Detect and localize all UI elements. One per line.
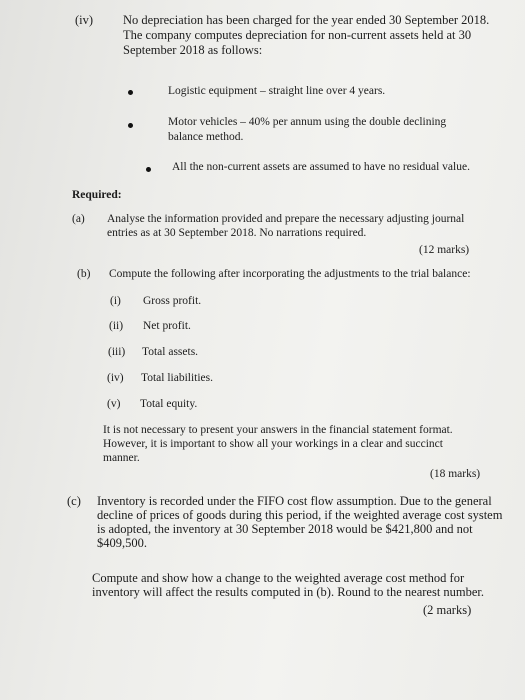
- bullet-icon: [128, 90, 133, 95]
- part-c-line3: is adopted, the inventory at 30 September 2018 would be $421,800 and not: [97, 522, 473, 536]
- part-c-label: (c): [67, 494, 81, 508]
- part-a-line1: Analyse the information provided and prepare the necessary adjusting journal: [107, 213, 465, 225]
- part-a-label: (a): [72, 213, 85, 225]
- part-b-item-label: (ii): [109, 320, 124, 332]
- bullet-2-line2: balance method.: [168, 131, 244, 143]
- part-c-line4: $409,500.: [97, 536, 147, 550]
- part-c-marks: (2 marks): [423, 603, 472, 617]
- part-b-note-line1: It is not necessary to present your answers in the financial statement format.: [103, 424, 453, 436]
- part-a-line2: entries as at 30 September 2018. No narrations required.: [107, 227, 367, 239]
- part-c-line2: decline of prices of goods during this period, if the weighted average cost system: [97, 508, 503, 522]
- part-b-item-text: Gross profit.: [143, 295, 202, 307]
- required-heading: Required:: [72, 189, 122, 201]
- part-iv-line1: No depreciation has been charged for the year ended 30 September 2018.: [123, 13, 490, 27]
- part-b-marks: (18 marks): [430, 468, 481, 480]
- part-c-question-line1: Compute and show how a change to the weighted average cost method for: [92, 571, 465, 585]
- part-b-note-line2: However, it is important to show all your workings in a clear and succinct: [103, 438, 443, 450]
- part-b-item-text: Total equity.: [140, 398, 198, 410]
- bullet-icon: [146, 167, 151, 172]
- part-b-note-line3: manner.: [103, 452, 140, 464]
- part-b-item-text: Total liabilities.: [141, 372, 214, 384]
- part-b-item-label: (v): [107, 398, 121, 410]
- part-b-item-label: (iv): [107, 372, 124, 384]
- part-b-item-label: (i): [110, 295, 121, 307]
- part-a-marks: (12 marks): [419, 244, 470, 256]
- part-b-intro: Compute the following after incorporating the adjustments to the trial balance:: [109, 268, 471, 280]
- part-b-item-text: Total assets.: [142, 346, 199, 358]
- part-b-item-label: (iii): [108, 346, 126, 358]
- bullet-icon: [128, 123, 133, 128]
- part-iv-line3: September 2018 as follows:: [123, 43, 263, 57]
- bullet-1-line1: Logistic equipment – straight line over 4 years.: [168, 85, 386, 97]
- part-b-item-text: Net profit.: [143, 320, 191, 332]
- part-b-label: (b): [77, 268, 91, 280]
- part-iv-line2: The company computes depreciation for non-current assets held at 30: [123, 28, 472, 42]
- part-c-line1: Inventory is recorded under the FIFO cost flow assumption. Due to the general: [97, 494, 492, 508]
- bullet-2-line1: Motor vehicles – 40% per annum using the double declining: [168, 116, 447, 128]
- part-iv-label: (iv): [75, 13, 94, 27]
- bullet-3-line1: All the non-current assets are assumed to have no residual value.: [172, 161, 470, 173]
- part-c-question-line2: inventory will affect the results computed in (b). Round to the nearest number.: [92, 585, 485, 599]
